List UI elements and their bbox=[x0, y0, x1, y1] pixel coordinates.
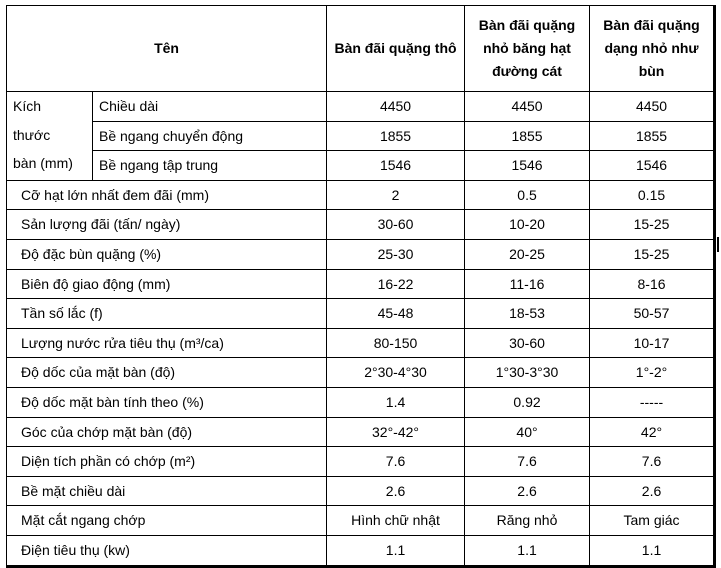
cell-value: 15-25 bbox=[590, 210, 715, 240]
cell-value: Răng nhỏ bbox=[465, 506, 590, 536]
edge-marker bbox=[717, 237, 719, 252]
row-label: Điện tiêu thụ (kw) bbox=[7, 535, 327, 566]
cell-value: 7.6 bbox=[465, 447, 590, 477]
cell-value: 7.6 bbox=[327, 447, 465, 477]
cell-value: 1.4 bbox=[327, 387, 465, 417]
row-label: Bề ngang chuyển động bbox=[93, 121, 327, 151]
group-label bbox=[7, 92, 93, 181]
cell-value: 15-25 bbox=[590, 239, 715, 269]
cell-value: 2.6 bbox=[590, 476, 715, 506]
table-row bbox=[7, 506, 715, 536]
cell-value: 10-20 bbox=[465, 210, 590, 240]
table-row bbox=[7, 476, 715, 506]
header-row bbox=[7, 6, 715, 92]
row-label: Chiều dài bbox=[93, 92, 327, 122]
cell-value: 4450 bbox=[327, 92, 465, 122]
table-row bbox=[7, 535, 715, 566]
cell-value: Hình chữ nhật bbox=[327, 506, 465, 536]
cell-value: 1.1 bbox=[327, 535, 465, 566]
cell-value: 2°30-4°30 bbox=[327, 358, 465, 388]
cell-value: 1855 bbox=[465, 121, 590, 151]
cell-value: 1°-2° bbox=[590, 358, 715, 388]
cell-value: 2.6 bbox=[327, 476, 465, 506]
row-label: Cỡ hạt lớn nhất đem đãi (mm) bbox=[7, 180, 327, 210]
table-row bbox=[7, 328, 715, 358]
cell-value: 0.15 bbox=[590, 180, 715, 210]
table-row bbox=[7, 92, 715, 122]
header-col-slime: Bàn đãi quặng dạng nhỏ như bùn bbox=[590, 6, 715, 92]
cell-value: 7.6 bbox=[590, 447, 715, 477]
cell-value: 16-22 bbox=[327, 269, 465, 299]
table-row bbox=[7, 417, 715, 447]
cell-value: 50-57 bbox=[590, 299, 715, 329]
group-label-line: thước bbox=[13, 126, 51, 143]
row-label: Lượng nước rửa tiêu thụ (m³/ca) bbox=[7, 328, 327, 358]
group-label-line: bàn (mm) bbox=[13, 155, 73, 172]
row-label: Sản lượng đãi (tấn/ ngày) bbox=[7, 210, 327, 240]
row-label: Biên độ giao động (mm) bbox=[7, 269, 327, 299]
cell-value: 1855 bbox=[327, 121, 465, 151]
cell-value: 40° bbox=[465, 417, 590, 447]
table-row bbox=[7, 121, 715, 151]
cell-value: 4450 bbox=[465, 92, 590, 122]
header-name: Tên bbox=[7, 6, 327, 92]
cell-value: 10-17 bbox=[590, 328, 715, 358]
cell-value: 1855 bbox=[590, 121, 715, 151]
header-col-sand: Bàn đãi quặng nhỏ băng hạt đường cát bbox=[465, 6, 590, 92]
table-row bbox=[7, 151, 715, 181]
cell-value: Tam giác bbox=[590, 506, 715, 536]
cell-value: 11-16 bbox=[465, 269, 590, 299]
table-row bbox=[7, 447, 715, 477]
cell-value: 42° bbox=[590, 417, 715, 447]
row-label: Bề mặt chiều dài bbox=[7, 476, 327, 506]
cell-value: 1546 bbox=[327, 151, 465, 181]
cell-value: 2.6 bbox=[465, 476, 590, 506]
row-label: Độ dốc của mặt bàn (độ) bbox=[7, 358, 327, 388]
group-label-line: Kích bbox=[13, 98, 42, 114]
row-label: Bề ngang tập trung bbox=[93, 151, 327, 181]
cell-value: 1546 bbox=[465, 151, 590, 181]
table-row bbox=[7, 180, 715, 210]
cell-value: 1°30-3°30 bbox=[465, 358, 590, 388]
row-label: Độ đặc bùn quặng (%) bbox=[7, 239, 327, 269]
cell-value: 18-53 bbox=[465, 299, 590, 329]
cell-value: 0.5 bbox=[465, 180, 590, 210]
header-col-coarse: Bàn đãi quặng thô bbox=[327, 6, 465, 92]
cell-value: 2 bbox=[327, 180, 465, 210]
table-row bbox=[7, 299, 715, 329]
table-row bbox=[7, 239, 715, 269]
row-label: Mặt cắt ngang chớp bbox=[7, 506, 327, 536]
table-row bbox=[7, 210, 715, 240]
table-row bbox=[7, 387, 715, 417]
cell-value: 4450 bbox=[590, 92, 715, 122]
cell-value: 32°-42° bbox=[327, 417, 465, 447]
row-label: Diện tích phần có chớp (m²) bbox=[7, 447, 327, 477]
cell-value: ----- bbox=[590, 387, 715, 417]
cell-value: 45-48 bbox=[327, 299, 465, 329]
table-row bbox=[7, 358, 715, 388]
cell-value: 1.1 bbox=[590, 535, 715, 566]
cell-value: 30-60 bbox=[465, 328, 590, 358]
cell-value: 0.92 bbox=[465, 387, 590, 417]
row-label: Độ dốc mặt bàn tính theo (%) bbox=[7, 387, 327, 417]
cell-value: 20-25 bbox=[465, 239, 590, 269]
cell-value: 25-30 bbox=[327, 239, 465, 269]
cell-value: 1546 bbox=[590, 151, 715, 181]
cell-value: 30-60 bbox=[327, 210, 465, 240]
cell-value: 1.1 bbox=[465, 535, 590, 566]
row-label: Góc của chớp mặt bàn (độ) bbox=[7, 417, 327, 447]
cell-value: 8-16 bbox=[590, 269, 715, 299]
cell-value: 80-150 bbox=[327, 328, 465, 358]
row-label: Tần số lắc (f) bbox=[7, 299, 327, 329]
table-row bbox=[7, 269, 715, 299]
specs-table bbox=[6, 5, 716, 568]
